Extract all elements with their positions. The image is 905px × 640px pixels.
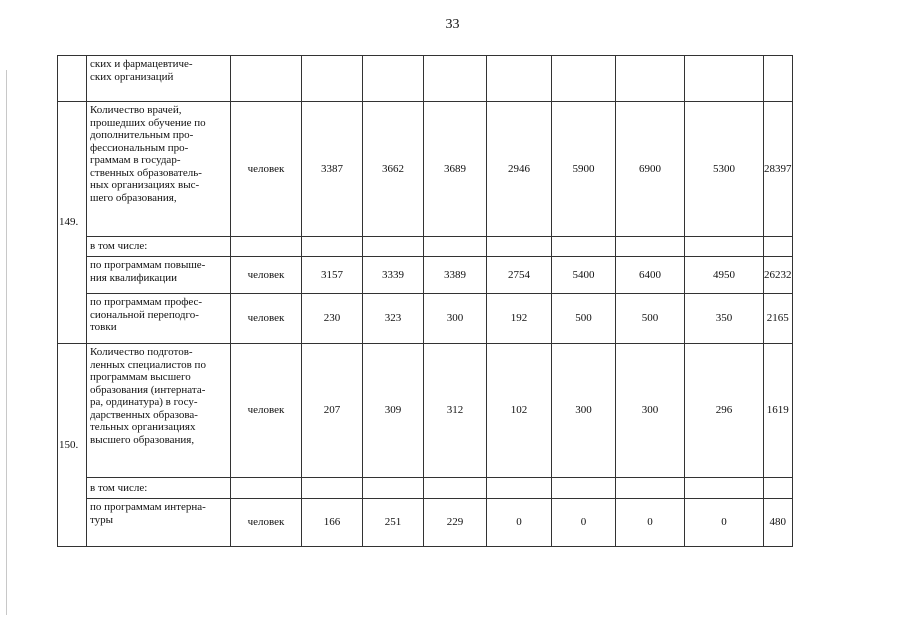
value-cell: 192 [487, 294, 552, 344]
value-cell [302, 237, 363, 257]
value-cell: 350 [685, 294, 764, 344]
value-cell [487, 478, 552, 499]
unit-cell: человек [231, 257, 302, 294]
value-cell: 5300 [685, 102, 764, 237]
value-cell: 102 [487, 344, 552, 478]
value-cell: 296 [685, 344, 764, 478]
value-cell: 312 [424, 344, 487, 478]
row-number-cell: 150. [58, 344, 87, 547]
unit-cell [231, 237, 302, 257]
indicator-name: Количество подготов- ленных специалистов по программам высшего образования (интерната- ра, ординатура) в госу- дарственных образова- тельных организациях высшего образования, [87, 344, 231, 478]
total-cell [764, 237, 793, 257]
total-cell: 26232 [764, 257, 793, 294]
value-cell: 4950 [685, 257, 764, 294]
unit-cell: человек [231, 294, 302, 344]
table-row [58, 478, 793, 499]
value-cell [487, 56, 552, 102]
value-cell: 166 [302, 499, 363, 547]
unit-cell: человек [231, 344, 302, 478]
value-cell: 230 [302, 294, 363, 344]
value-cell: 0 [552, 499, 616, 547]
value-cell: 3157 [302, 257, 363, 294]
value-cell: 300 [616, 344, 685, 478]
value-cell: 323 [363, 294, 424, 344]
value-cell: 5900 [552, 102, 616, 237]
value-cell [363, 56, 424, 102]
row-number-cell [58, 56, 87, 102]
indicator-table [57, 55, 793, 547]
indicator-name: Количество врачей, прошедших обучение по дополнительным про- фессиональным про- граммам в государ- ственных образователь- ных организациях выс- шего образования, [87, 102, 231, 237]
page-number: 33 [445, 17, 460, 32]
table-row [58, 499, 793, 547]
value-cell [552, 237, 616, 257]
value-cell [363, 478, 424, 499]
value-cell [302, 478, 363, 499]
value-cell: 2946 [487, 102, 552, 237]
value-cell: 6900 [616, 102, 685, 237]
value-cell: 207 [302, 344, 363, 478]
value-cell [302, 56, 363, 102]
value-cell [685, 237, 764, 257]
value-cell: 3389 [424, 257, 487, 294]
value-cell: 229 [424, 499, 487, 547]
total-cell [764, 56, 793, 102]
indicator-name: в том числе: [87, 237, 231, 257]
total-cell: 1619 [764, 344, 793, 478]
indicator-name: по программам профес- сиональной переподго- товки [87, 294, 231, 344]
value-cell [616, 237, 685, 257]
value-cell: 0 [487, 499, 552, 547]
value-cell [685, 56, 764, 102]
value-cell [552, 478, 616, 499]
value-cell: 300 [552, 344, 616, 478]
unit-cell: человек [231, 102, 302, 237]
total-cell [764, 478, 793, 499]
value-cell: 3689 [424, 102, 487, 237]
table-row [58, 344, 793, 478]
value-cell [424, 478, 487, 499]
total-cell: 28397 [764, 102, 793, 237]
value-cell: 0 [616, 499, 685, 547]
unit-cell [231, 478, 302, 499]
value-cell [424, 56, 487, 102]
value-cell: 3339 [363, 257, 424, 294]
table-row [58, 56, 793, 102]
indicator-name: в том числе: [87, 478, 231, 499]
value-cell: 3387 [302, 102, 363, 237]
value-cell [616, 56, 685, 102]
scan-edge-line [6, 70, 7, 615]
table-row [58, 102, 793, 237]
value-cell: 5400 [552, 257, 616, 294]
indicator-name: ских и фармацевтиче- ских организаций [87, 56, 231, 102]
value-cell: 0 [685, 499, 764, 547]
value-cell [685, 478, 764, 499]
table-row [58, 237, 793, 257]
table-row [58, 294, 793, 344]
value-cell: 6400 [616, 257, 685, 294]
value-cell [487, 237, 552, 257]
value-cell [424, 237, 487, 257]
value-cell: 300 [424, 294, 487, 344]
total-cell: 2165 [764, 294, 793, 344]
unit-cell: человек [231, 499, 302, 547]
unit-cell [231, 56, 302, 102]
row-number-cell: 149. [58, 102, 87, 344]
value-cell: 500 [552, 294, 616, 344]
value-cell: 500 [616, 294, 685, 344]
value-cell [616, 478, 685, 499]
indicator-name: по программам повыше- ния квалификации [87, 257, 231, 294]
value-cell: 2754 [487, 257, 552, 294]
value-cell [552, 56, 616, 102]
value-cell [363, 237, 424, 257]
total-cell: 480 [764, 499, 793, 547]
value-cell: 3662 [363, 102, 424, 237]
value-cell: 251 [363, 499, 424, 547]
indicator-name: по программам интерна- туры [87, 499, 231, 547]
table-row [58, 257, 793, 294]
value-cell: 309 [363, 344, 424, 478]
